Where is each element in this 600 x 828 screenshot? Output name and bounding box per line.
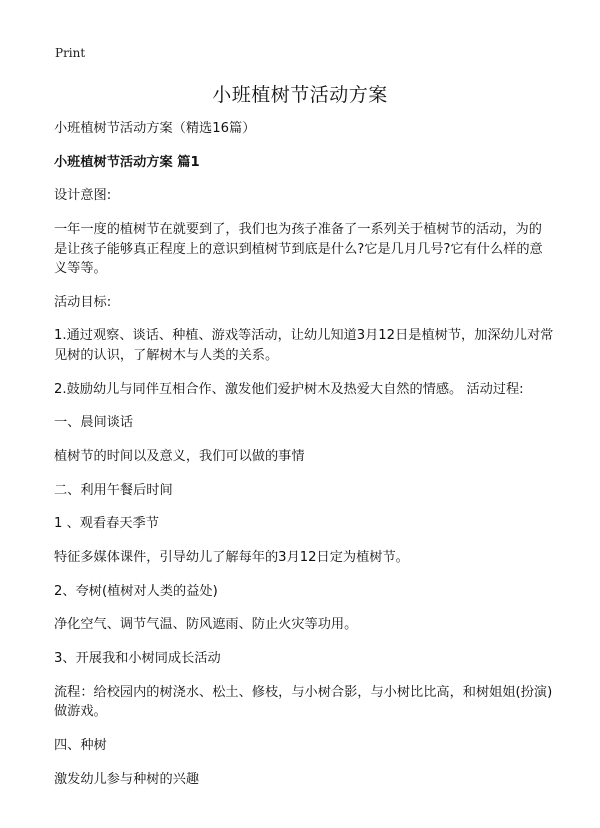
paragraph: 二、利用午餐后时间 [54,482,173,498]
paragraph: 净化空气、调节气温、防风遮雨、防止火灾等功用。 [54,617,358,633]
paragraph: 1.通过观察、谈话、种植、游戏等活动，让幼儿知道3月12日是植树节，加深幼儿对常见树的认识，了解树木与人类的关系。 [54,328,554,363]
paragraph: 一年一度的植树节在就要到了，我们也为孩子准备了一系列关于植树节的活动，为的是让孩子能够真正程度上的意识到植树节到底是什么?它是几月几号?它有什么样的意义等等。 [54,222,543,277]
paragraph: 2.鼓励幼儿与同伴互相合作、激发他们爱护树木及热爱大自然的情感。 活动过程: [54,381,524,397]
paragraph: 特征多媒体课件，引导幼儿了解每年的3月12日定为植树节。 [54,550,409,566]
paragraph: 激发幼儿参与种树的兴趣 [54,771,200,787]
paragraph: 流程：给校园内的树浇水、松土、修枝，与小树合影，与小树比比高，和树姐姐(扮演)做游戏。 [54,684,553,720]
page-title: 小班植树节活动方案 [212,84,388,106]
paragraph: 活动目标: [54,294,112,310]
print-link[interactable]: Print [55,46,86,60]
paragraph: 植树节的时间以及意义，我们可以做的事情 [54,449,305,464]
section-heading: 小班植树节活动方案 篇1 [54,154,200,170]
subtitle: 小班植树节活动方案（精选16篇） [54,121,256,136]
document-body [54,119,554,803]
paragraph: 1 、观看春天季节 [54,516,159,532]
paragraph: 2、夸树(植树对人类的益处) [54,583,218,599]
paragraph: 一、晨间谈话 [54,415,134,431]
paragraph: 四、种树 [54,738,107,753]
paragraph: 3、开展我和小树同成长活动 [54,651,221,667]
paragraph: 设计意图: [54,188,112,204]
